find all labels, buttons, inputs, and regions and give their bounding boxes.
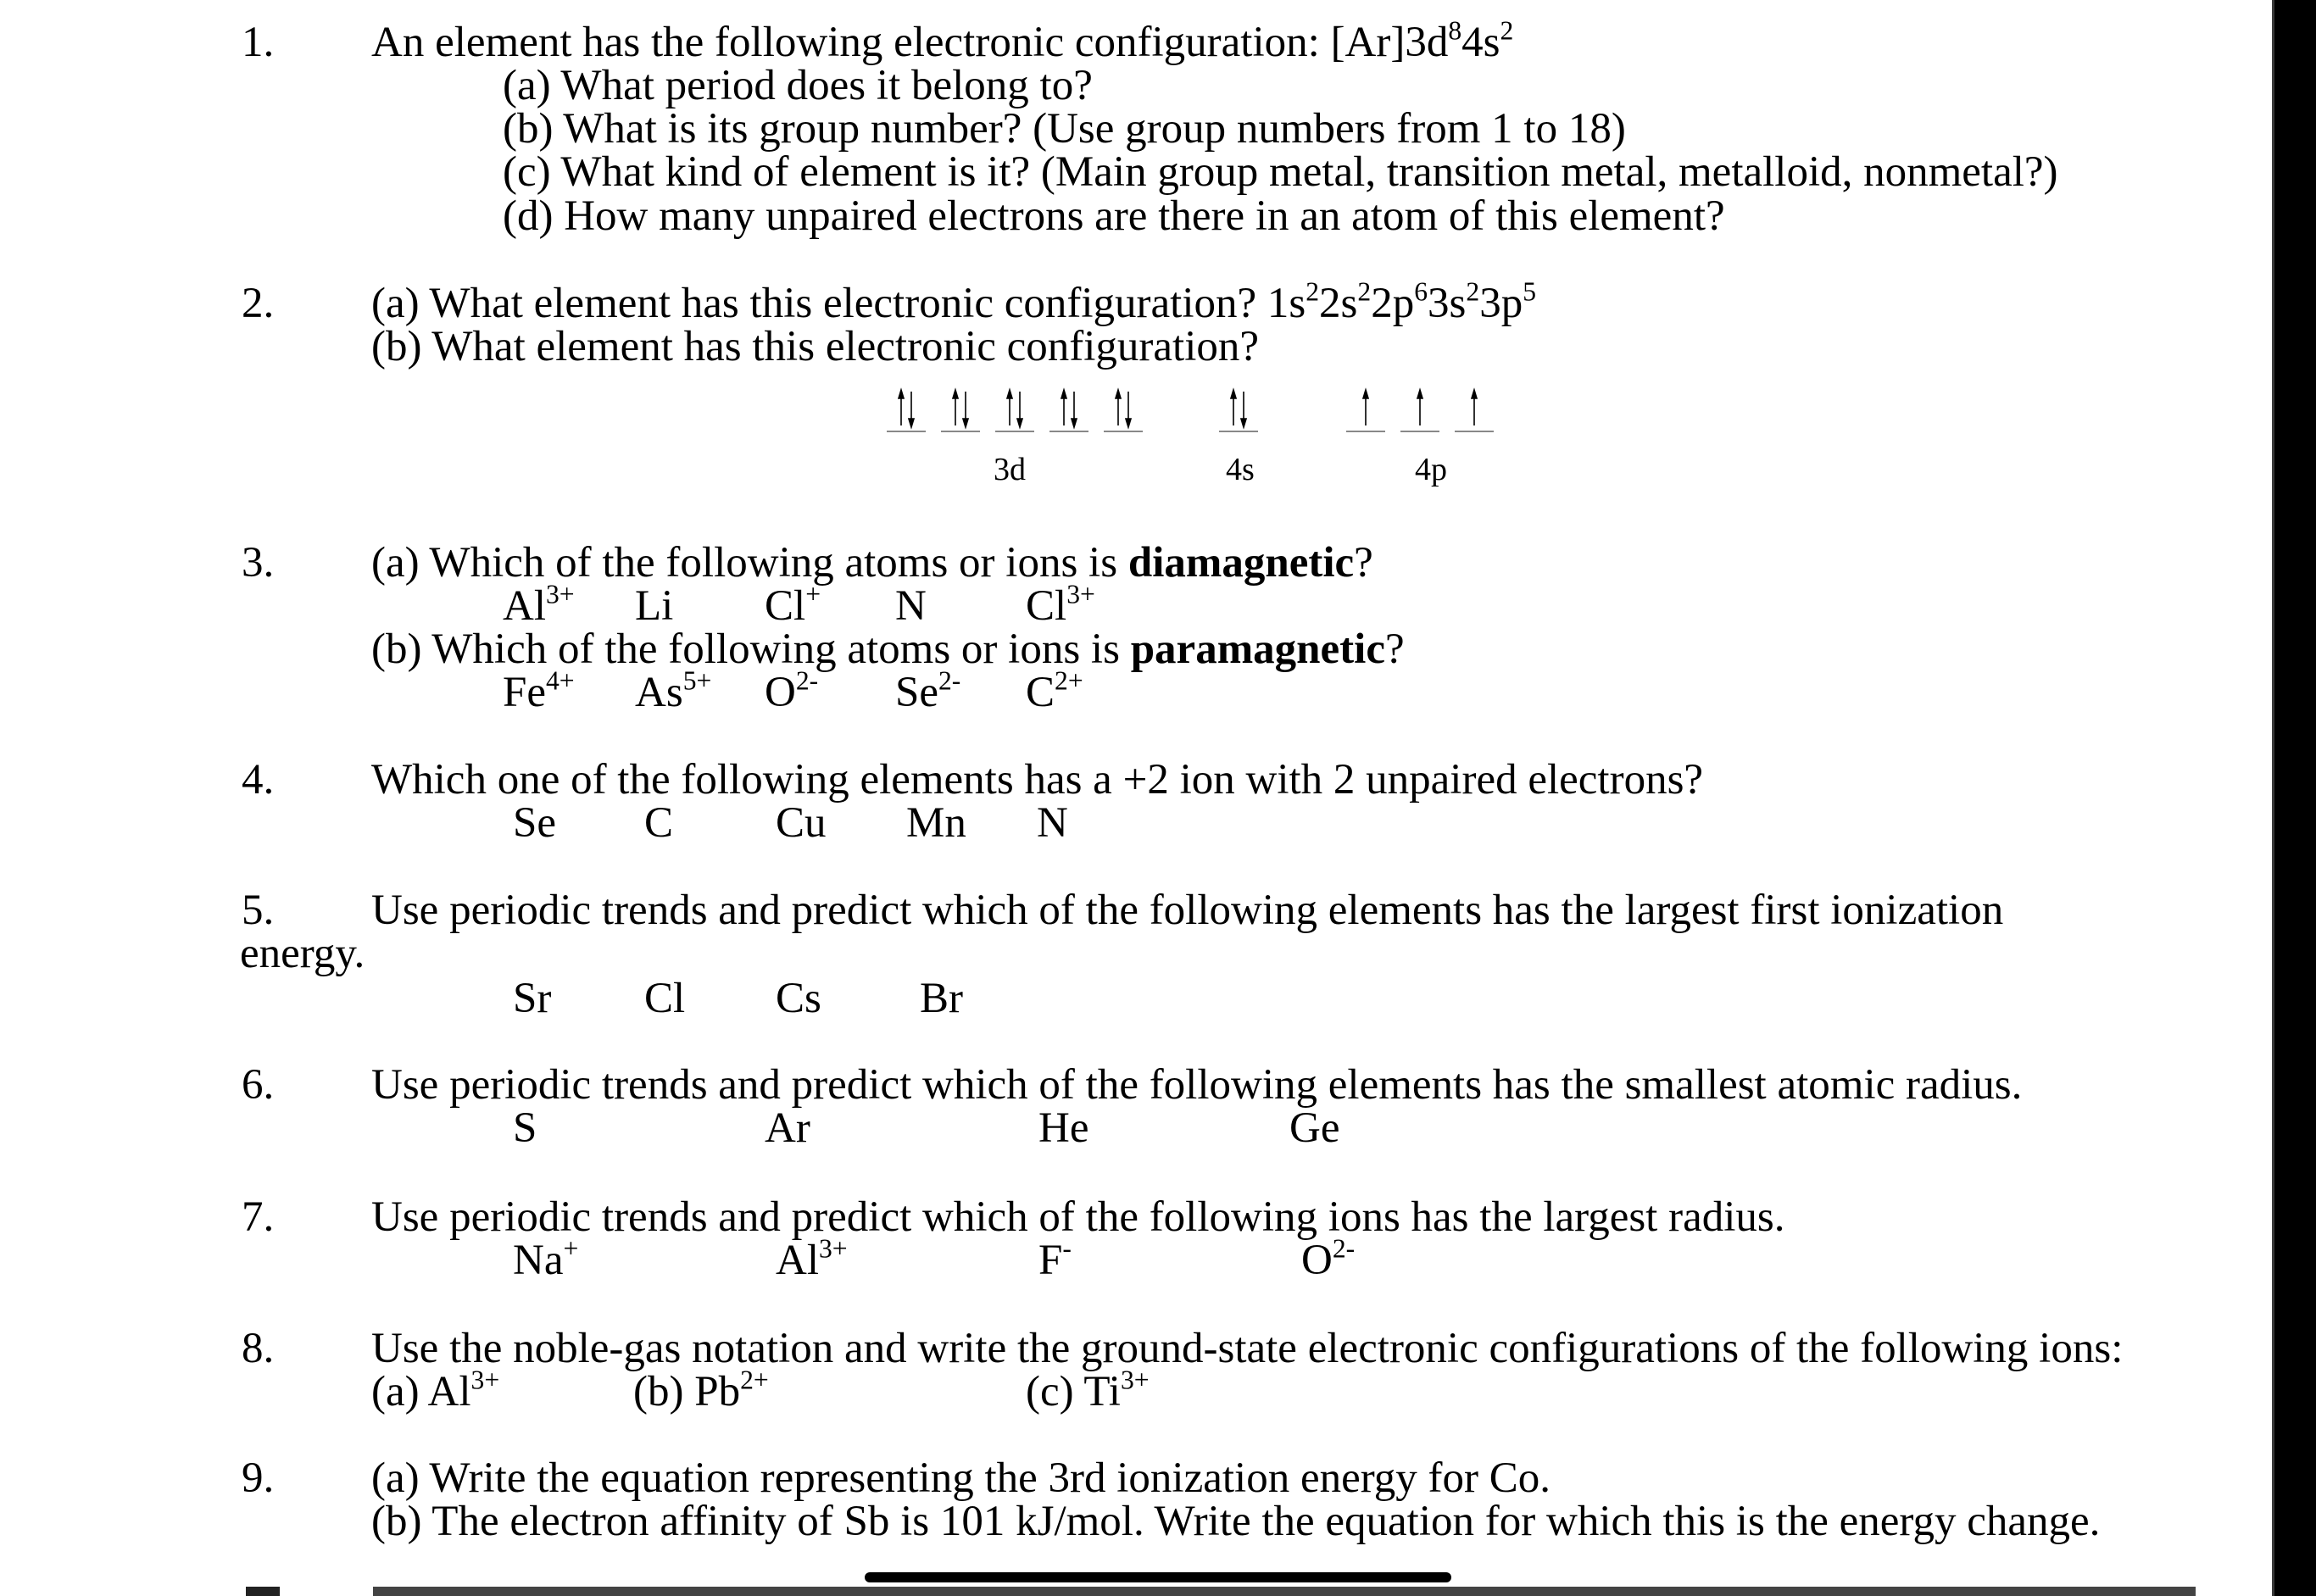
q3-a-option-2: Li	[635, 582, 674, 630]
orbital-3d-5	[1104, 380, 1143, 432]
q5-text-continued: energy.	[240, 930, 365, 977]
q3-number: 3.	[242, 539, 275, 587]
orbital-3d-3	[995, 380, 1034, 432]
q7-number: 7.	[242, 1193, 275, 1241]
q9-part-b: (b) The electron affinity of Sb is 101 kJ/mol. Write the equation for which this is the energy change.	[371, 1498, 2101, 1545]
page-edge	[2272, 0, 2274, 1596]
orbital-4s	[1219, 380, 1258, 432]
cut-off-text	[246, 1587, 280, 1596]
orbital-label-3d: 3d	[994, 452, 1026, 487]
q9-part-a: (a) Write the equation representing the 3rd ionization energy for Co.	[371, 1454, 1551, 1502]
q2-part-b: (b) What element has this electronic configuration?	[371, 323, 1259, 370]
q3-a-option-5: $Cl^{3+}$	[1026, 579, 1095, 630]
q3-part-b: (b) Which of the following atoms or ions is paramagnetic?	[371, 626, 1405, 673]
q2-number: 2.	[242, 280, 275, 327]
q5-text: Use periodic trends and predict which of the following elements has the largest first ionization	[371, 887, 2004, 934]
q6-option-2: Ar	[765, 1104, 810, 1152]
cut-off-text	[373, 1587, 2196, 1596]
q3-b-option-5: $C^{2+}$	[1026, 665, 1083, 716]
q4-option-4: Mn	[906, 799, 966, 847]
orbital-3d-4	[1049, 380, 1088, 432]
q9-number: 9.	[242, 1454, 275, 1502]
q4-option-5: N	[1037, 799, 1068, 847]
q5-option-1: Sr	[513, 975, 552, 1022]
orbital-3d-2	[941, 380, 980, 432]
q7-option-4: $O^{2-}$	[1301, 1233, 1356, 1284]
q4-option-3: Cu	[776, 799, 827, 847]
q4-text: Which one of the following elements has a +2 ion with 2 unpaired electrons?	[371, 756, 1704, 804]
q1-stem: An element has the following electronic configuration: $[Ar]3d^84s^2$	[371, 15, 1514, 66]
orbital-3d-1	[887, 380, 926, 432]
q4-number: 4.	[242, 756, 275, 804]
q7-option-3: F-	[1038, 1233, 1072, 1284]
q3-b-option-3: $O^{2-}$	[765, 665, 819, 716]
orbital-label-4s: 4s	[1226, 452, 1255, 487]
orbital-4p-1	[1346, 380, 1385, 432]
q3-a-option-3: Cl+	[765, 579, 821, 630]
q4-option-1: Se	[513, 799, 556, 847]
orbital-label-4p: 4p	[1415, 452, 1447, 487]
q8-number: 8.	[242, 1325, 275, 1372]
q8-text: Use the noble-gas notation and write the ground-state electronic configurations of the following ions:	[371, 1325, 2124, 1372]
q1-part-b: (b) What is its group number? (Use group numbers from 1 to 18)	[503, 105, 1626, 153]
q5-option-4: Br	[920, 975, 963, 1022]
q5-option-2: Cl	[644, 975, 686, 1022]
orbital-4p-3	[1455, 380, 1494, 432]
q8-option-a: (a) $Al^{3+}$	[371, 1365, 500, 1415]
q1-part-a: (a) What period does it belong to?	[503, 62, 1093, 109]
q2-part-a: (a) What element has this electronic configuration? $1s^22s^22p^63s^23p^5$	[371, 276, 1537, 327]
q6-option-3: He	[1038, 1104, 1089, 1152]
q8-option-c: (c) $Ti^{3+}$	[1026, 1365, 1150, 1415]
q5-option-3: Cs	[776, 975, 821, 1022]
q1-number: 1.	[242, 19, 275, 66]
q1-part-d: (d) How many unpaired electrons are there in an atom of this element?	[503, 192, 1725, 240]
q6-option-4: Ge	[1289, 1104, 1340, 1152]
q8-option-b: (b) $Pb^{2+}$	[633, 1365, 769, 1415]
q7-text: Use periodic trends and predict which of the following ions has the largest radius.	[371, 1193, 1785, 1241]
q3-b-option-4: $Se^{2-}$	[895, 665, 961, 716]
q3-b-option-1: $Fe^{4+}$	[503, 665, 575, 716]
q7-option-1: Na+	[513, 1233, 579, 1284]
q6-number: 6.	[242, 1061, 275, 1109]
q5-number: 5.	[242, 887, 275, 934]
q6-text: Use periodic trends and predict which of the following elements has the smallest atomic radius.	[371, 1061, 2023, 1109]
q3-part-a: (a) Which of the following atoms or ions is diamagnetic?	[371, 539, 1373, 587]
q4-option-2: C	[644, 799, 674, 847]
q6-option-1: S	[513, 1104, 537, 1152]
orbital-4p-2	[1400, 380, 1439, 432]
q3-a-option-1: $Al^{3+}$	[503, 579, 575, 630]
home-indicator-bar[interactable]	[865, 1572, 1451, 1582]
q3-b-option-2: $As^{5+}$	[635, 665, 712, 716]
q1-part-c: (c) What kind of element is it? (Main group metal, transition metal, metalloid, nonmetal?)	[503, 148, 2058, 196]
q7-option-2: $Al^{3+}$	[776, 1233, 848, 1284]
q3-a-option-4: N	[895, 582, 927, 630]
